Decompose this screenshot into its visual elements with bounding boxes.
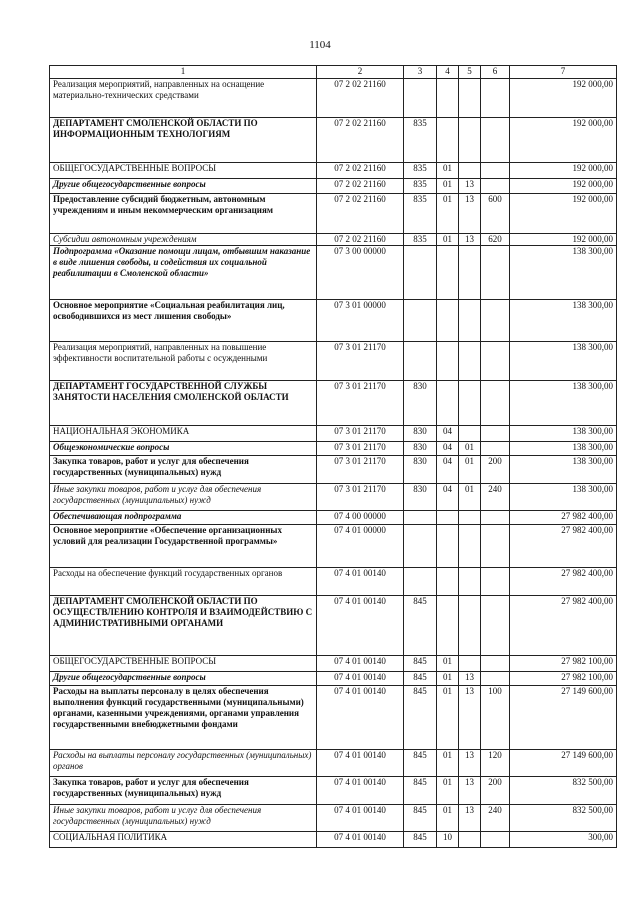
row-description: Другие общегосударственные вопросы bbox=[50, 179, 317, 194]
amount: 192 000,00 bbox=[510, 194, 617, 234]
row-description: Закупка товаров, работ и услуг для обеспечения государственных (муниципальных) нужд bbox=[50, 777, 317, 805]
pr-code bbox=[459, 246, 481, 300]
vr-code bbox=[481, 442, 510, 456]
target-code: 07 4 01 00140 bbox=[317, 672, 404, 686]
table-row bbox=[50, 484, 617, 511]
rz-code: 01 bbox=[437, 777, 459, 805]
rz-code: 04 bbox=[437, 456, 459, 484]
table-row bbox=[50, 777, 617, 805]
pr-code: 01 bbox=[459, 484, 481, 511]
pr-code bbox=[459, 118, 481, 163]
row-description: Закупка товаров, работ и услуг для обеспечения государственных (муниципальных) нужд bbox=[50, 456, 317, 484]
table-row bbox=[50, 672, 617, 686]
amount: 27 982 100,00 bbox=[510, 672, 617, 686]
gr-code: 845 bbox=[404, 656, 437, 672]
vr-code bbox=[481, 246, 510, 300]
vr-code: 240 bbox=[481, 484, 510, 511]
amount: 832 500,00 bbox=[510, 805, 617, 832]
target-code: 07 4 01 00140 bbox=[317, 832, 404, 848]
target-code: 07 4 01 00140 bbox=[317, 805, 404, 832]
vr-code bbox=[481, 426, 510, 442]
pr-code: 01 bbox=[459, 442, 481, 456]
amount: 27 982 400,00 bbox=[510, 568, 617, 596]
gr-code: 835 bbox=[404, 234, 437, 246]
table-row bbox=[50, 511, 617, 525]
page-number: 1104 bbox=[309, 39, 331, 51]
vr-code bbox=[481, 511, 510, 525]
target-code: 07 3 01 21170 bbox=[317, 426, 404, 442]
table-row bbox=[50, 300, 617, 342]
table-row bbox=[50, 426, 617, 442]
amount: 27 149 600,00 bbox=[510, 750, 617, 777]
amount: 192 000,00 bbox=[510, 179, 617, 194]
gr-code: 845 bbox=[404, 686, 437, 750]
pr-code: 13 bbox=[459, 194, 481, 234]
amount: 27 982 100,00 bbox=[510, 656, 617, 672]
target-code: 07 3 00 00000 bbox=[317, 246, 404, 300]
row-description: ДЕПАРТАМЕНТ СМОЛЕНСКОЙ ОБЛАСТИ ПО ОСУЩЕСТВЛЕНИЮ КОНТРОЛЯ И ВЗАИМОДЕЙСТВИЮ С АДМИНИСТРАТИВНЫМИ ОРГАНАМИ bbox=[50, 596, 317, 656]
amount: 27 982 400,00 bbox=[510, 596, 617, 656]
table-row bbox=[50, 234, 617, 246]
target-code: 07 4 01 00140 bbox=[317, 568, 404, 596]
row-description: Реализация мероприятий, направленных на повышение эффективности воспитательной работы с осужденными bbox=[50, 342, 317, 381]
row-description: Расходы на выплаты персоналу в целях обеспечения выполнения функций государственными (муниципальными) органами, казенными учреждениями, органами управления государственными внебюджетными фондами bbox=[50, 686, 317, 750]
table-row bbox=[50, 163, 617, 179]
target-code: 07 4 01 00140 bbox=[317, 750, 404, 777]
column-header: 2 bbox=[317, 66, 404, 79]
gr-code bbox=[404, 511, 437, 525]
amount: 138 300,00 bbox=[510, 456, 617, 484]
vr-code bbox=[481, 342, 510, 381]
pr-code: 13 bbox=[459, 686, 481, 750]
table-row bbox=[50, 342, 617, 381]
rz-code: 04 bbox=[437, 442, 459, 456]
row-description: Подпрограмма «Оказание помощи лицам, отбывшим наказание в виде лишения свободы, и содействия их социальной реабилитации в Смоленской области» bbox=[50, 246, 317, 300]
pr-code bbox=[459, 300, 481, 342]
row-description: ДЕПАРТАМЕНТ ГОСУДАРСТВЕННОЙ СЛУЖБЫ ЗАНЯТОСТИ НАСЕЛЕНИЯ СМОЛЕНСКОЙ ОБЛАСТИ bbox=[50, 381, 317, 426]
target-code: 07 3 01 00000 bbox=[317, 300, 404, 342]
target-code: 07 4 01 00140 bbox=[317, 777, 404, 805]
column-header: 1 bbox=[50, 66, 317, 79]
target-code: 07 3 01 21170 bbox=[317, 456, 404, 484]
amount: 138 300,00 bbox=[510, 381, 617, 426]
gr-code: 845 bbox=[404, 672, 437, 686]
rz-code bbox=[437, 79, 459, 118]
table-row bbox=[50, 832, 617, 848]
rz-code bbox=[437, 525, 459, 568]
gr-code: 845 bbox=[404, 832, 437, 848]
row-description: НАЦИОНАЛЬНАЯ ЭКОНОМИКА bbox=[50, 426, 317, 442]
gr-code bbox=[404, 342, 437, 381]
row-description: Расходы на выплаты персоналу государственных (муниципальных) органов bbox=[50, 750, 317, 777]
rz-code: 01 bbox=[437, 686, 459, 750]
amount: 192 000,00 bbox=[510, 234, 617, 246]
rz-code bbox=[437, 246, 459, 300]
gr-code: 830 bbox=[404, 456, 437, 484]
column-header: 6 bbox=[481, 66, 510, 79]
pr-code bbox=[459, 163, 481, 179]
rz-code: 01 bbox=[437, 194, 459, 234]
gr-code: 830 bbox=[404, 381, 437, 426]
gr-code: 830 bbox=[404, 442, 437, 456]
table-row bbox=[50, 381, 617, 426]
rz-code: 01 bbox=[437, 179, 459, 194]
vr-code bbox=[481, 300, 510, 342]
pr-code: 13 bbox=[459, 672, 481, 686]
target-code: 07 2 02 21160 bbox=[317, 118, 404, 163]
target-code: 07 2 02 21160 bbox=[317, 179, 404, 194]
header-row bbox=[50, 66, 617, 79]
column-header: 4 bbox=[437, 66, 459, 79]
table-row bbox=[50, 79, 617, 118]
amount: 27 982 400,00 bbox=[510, 525, 617, 568]
amount: 832 500,00 bbox=[510, 777, 617, 805]
vr-code: 620 bbox=[481, 234, 510, 246]
table-row bbox=[50, 525, 617, 568]
pr-code: 13 bbox=[459, 234, 481, 246]
table-row bbox=[50, 118, 617, 163]
gr-code bbox=[404, 300, 437, 342]
amount: 138 300,00 bbox=[510, 300, 617, 342]
gr-code: 845 bbox=[404, 596, 437, 656]
row-description: Предоставление субсидий бюджетным, автономным учреждениям и иным некоммерческим организациям bbox=[50, 194, 317, 234]
target-code: 07 2 02 21160 bbox=[317, 234, 404, 246]
table-row bbox=[50, 750, 617, 777]
rz-code bbox=[437, 596, 459, 656]
rz-code: 01 bbox=[437, 163, 459, 179]
row-description: Иные закупки товаров, работ и услуг для обеспечения государственных (муниципальных) нужд bbox=[50, 484, 317, 511]
vr-code bbox=[481, 118, 510, 163]
pr-code bbox=[459, 568, 481, 596]
rz-code: 01 bbox=[437, 672, 459, 686]
rz-code: 01 bbox=[437, 750, 459, 777]
target-code: 07 3 01 21170 bbox=[317, 381, 404, 426]
row-description: Общеэкономические вопросы bbox=[50, 442, 317, 456]
amount: 192 000,00 bbox=[510, 163, 617, 179]
row-description: Обеспечивающая подпрограмма bbox=[50, 511, 317, 525]
amount: 138 300,00 bbox=[510, 246, 617, 300]
gr-code: 845 bbox=[404, 750, 437, 777]
vr-code: 200 bbox=[481, 456, 510, 484]
gr-code: 835 bbox=[404, 118, 437, 163]
vr-code bbox=[481, 179, 510, 194]
pr-code bbox=[459, 656, 481, 672]
vr-code bbox=[481, 656, 510, 672]
table-row bbox=[50, 656, 617, 672]
rz-code bbox=[437, 568, 459, 596]
gr-code bbox=[404, 568, 437, 596]
target-code: 07 3 01 21170 bbox=[317, 342, 404, 381]
row-description: Другие общегосударственные вопросы bbox=[50, 672, 317, 686]
vr-code: 200 bbox=[481, 777, 510, 805]
pr-code bbox=[459, 511, 481, 525]
gr-code: 830 bbox=[404, 484, 437, 511]
row-description: Субсидии автономным учреждениям bbox=[50, 234, 317, 246]
vr-code bbox=[481, 525, 510, 568]
gr-code: 835 bbox=[404, 163, 437, 179]
rz-code: 04 bbox=[437, 426, 459, 442]
budget-table bbox=[49, 65, 617, 848]
target-code: 07 2 02 21160 bbox=[317, 163, 404, 179]
table-row bbox=[50, 568, 617, 596]
gr-code bbox=[404, 246, 437, 300]
target-code: 07 2 02 21160 bbox=[317, 194, 404, 234]
pr-code bbox=[459, 525, 481, 568]
rz-code: 10 bbox=[437, 832, 459, 848]
rz-code: 01 bbox=[437, 656, 459, 672]
rz-code bbox=[437, 342, 459, 381]
column-header: 5 bbox=[459, 66, 481, 79]
amount: 138 300,00 bbox=[510, 484, 617, 511]
pr-code bbox=[459, 596, 481, 656]
amount: 27 149 600,00 bbox=[510, 686, 617, 750]
pr-code bbox=[459, 426, 481, 442]
amount: 138 300,00 bbox=[510, 342, 617, 381]
table-row bbox=[50, 194, 617, 234]
row-description: Реализация мероприятий, направленных на оснащение материально-технических средствами bbox=[50, 79, 317, 118]
gr-code bbox=[404, 79, 437, 118]
vr-code bbox=[481, 381, 510, 426]
column-header: 7 bbox=[510, 66, 617, 79]
target-code: 07 3 01 21170 bbox=[317, 442, 404, 456]
rz-code: 04 bbox=[437, 484, 459, 511]
table-row bbox=[50, 805, 617, 832]
target-code: 07 4 00 00000 bbox=[317, 511, 404, 525]
vr-code: 600 bbox=[481, 194, 510, 234]
table-row bbox=[50, 442, 617, 456]
pr-code: 13 bbox=[459, 777, 481, 805]
target-code: 07 4 01 00140 bbox=[317, 596, 404, 656]
target-code: 07 3 01 21170 bbox=[317, 484, 404, 511]
gr-code: 845 bbox=[404, 805, 437, 832]
vr-code bbox=[481, 163, 510, 179]
rz-code bbox=[437, 300, 459, 342]
vr-code bbox=[481, 596, 510, 656]
gr-code: 830 bbox=[404, 426, 437, 442]
rz-code bbox=[437, 118, 459, 163]
table-row bbox=[50, 596, 617, 656]
rz-code: 01 bbox=[437, 805, 459, 832]
amount: 192 000,00 bbox=[510, 118, 617, 163]
target-code: 07 4 01 00000 bbox=[317, 525, 404, 568]
amount: 192 000,00 bbox=[510, 79, 617, 118]
rz-code: 01 bbox=[437, 234, 459, 246]
row-description: Основное мероприятие «Обеспечение организационных условий для реализации Государственной программы» bbox=[50, 525, 317, 568]
vr-code: 240 bbox=[481, 805, 510, 832]
row-description: Расходы на обеспечение функций государственных органов bbox=[50, 568, 317, 596]
pr-code bbox=[459, 342, 481, 381]
table-row bbox=[50, 246, 617, 300]
pr-code: 13 bbox=[459, 750, 481, 777]
target-code: 07 2 02 21160 bbox=[317, 79, 404, 118]
pr-code bbox=[459, 381, 481, 426]
pr-code bbox=[459, 832, 481, 848]
pr-code bbox=[459, 79, 481, 118]
amount: 138 300,00 bbox=[510, 426, 617, 442]
pr-code: 13 bbox=[459, 179, 481, 194]
row-description: ДЕПАРТАМЕНТ СМОЛЕНСКОЙ ОБЛАСТИ ПО ИНФОРМАЦИОННЫМ ТЕХНОЛОГИЯМ bbox=[50, 118, 317, 163]
column-header: 3 bbox=[404, 66, 437, 79]
row-description: ОБЩЕГОСУДАРСТВЕННЫЕ ВОПРОСЫ bbox=[50, 163, 317, 179]
row-description: ОБЩЕГОСУДАРСТВЕННЫЕ ВОПРОСЫ bbox=[50, 656, 317, 672]
target-code: 07 4 01 00140 bbox=[317, 686, 404, 750]
rz-code bbox=[437, 381, 459, 426]
amount: 27 982 400,00 bbox=[510, 511, 617, 525]
gr-code bbox=[404, 525, 437, 568]
table-row bbox=[50, 456, 617, 484]
vr-code bbox=[481, 672, 510, 686]
target-code: 07 4 01 00140 bbox=[317, 656, 404, 672]
gr-code: 835 bbox=[404, 194, 437, 234]
pr-code: 01 bbox=[459, 456, 481, 484]
vr-code: 100 bbox=[481, 686, 510, 750]
row-description: Иные закупки товаров, работ и услуг для обеспечения государственных (муниципальных) нужд bbox=[50, 805, 317, 832]
table-row bbox=[50, 179, 617, 194]
gr-code: 845 bbox=[404, 777, 437, 805]
amount: 300,00 bbox=[510, 832, 617, 848]
rz-code bbox=[437, 511, 459, 525]
row-description: Основное мероприятие «Социальная реабилитация лиц, освободившихся из мест лишения свободы» bbox=[50, 300, 317, 342]
table-row bbox=[50, 686, 617, 750]
vr-code: 120 bbox=[481, 750, 510, 777]
table-body bbox=[50, 79, 617, 848]
vr-code bbox=[481, 568, 510, 596]
vr-code bbox=[481, 79, 510, 118]
vr-code bbox=[481, 832, 510, 848]
row-description: СОЦИАЛЬНАЯ ПОЛИТИКА bbox=[50, 832, 317, 848]
amount: 138 300,00 bbox=[510, 442, 617, 456]
gr-code: 835 bbox=[404, 179, 437, 194]
pr-code: 13 bbox=[459, 805, 481, 832]
